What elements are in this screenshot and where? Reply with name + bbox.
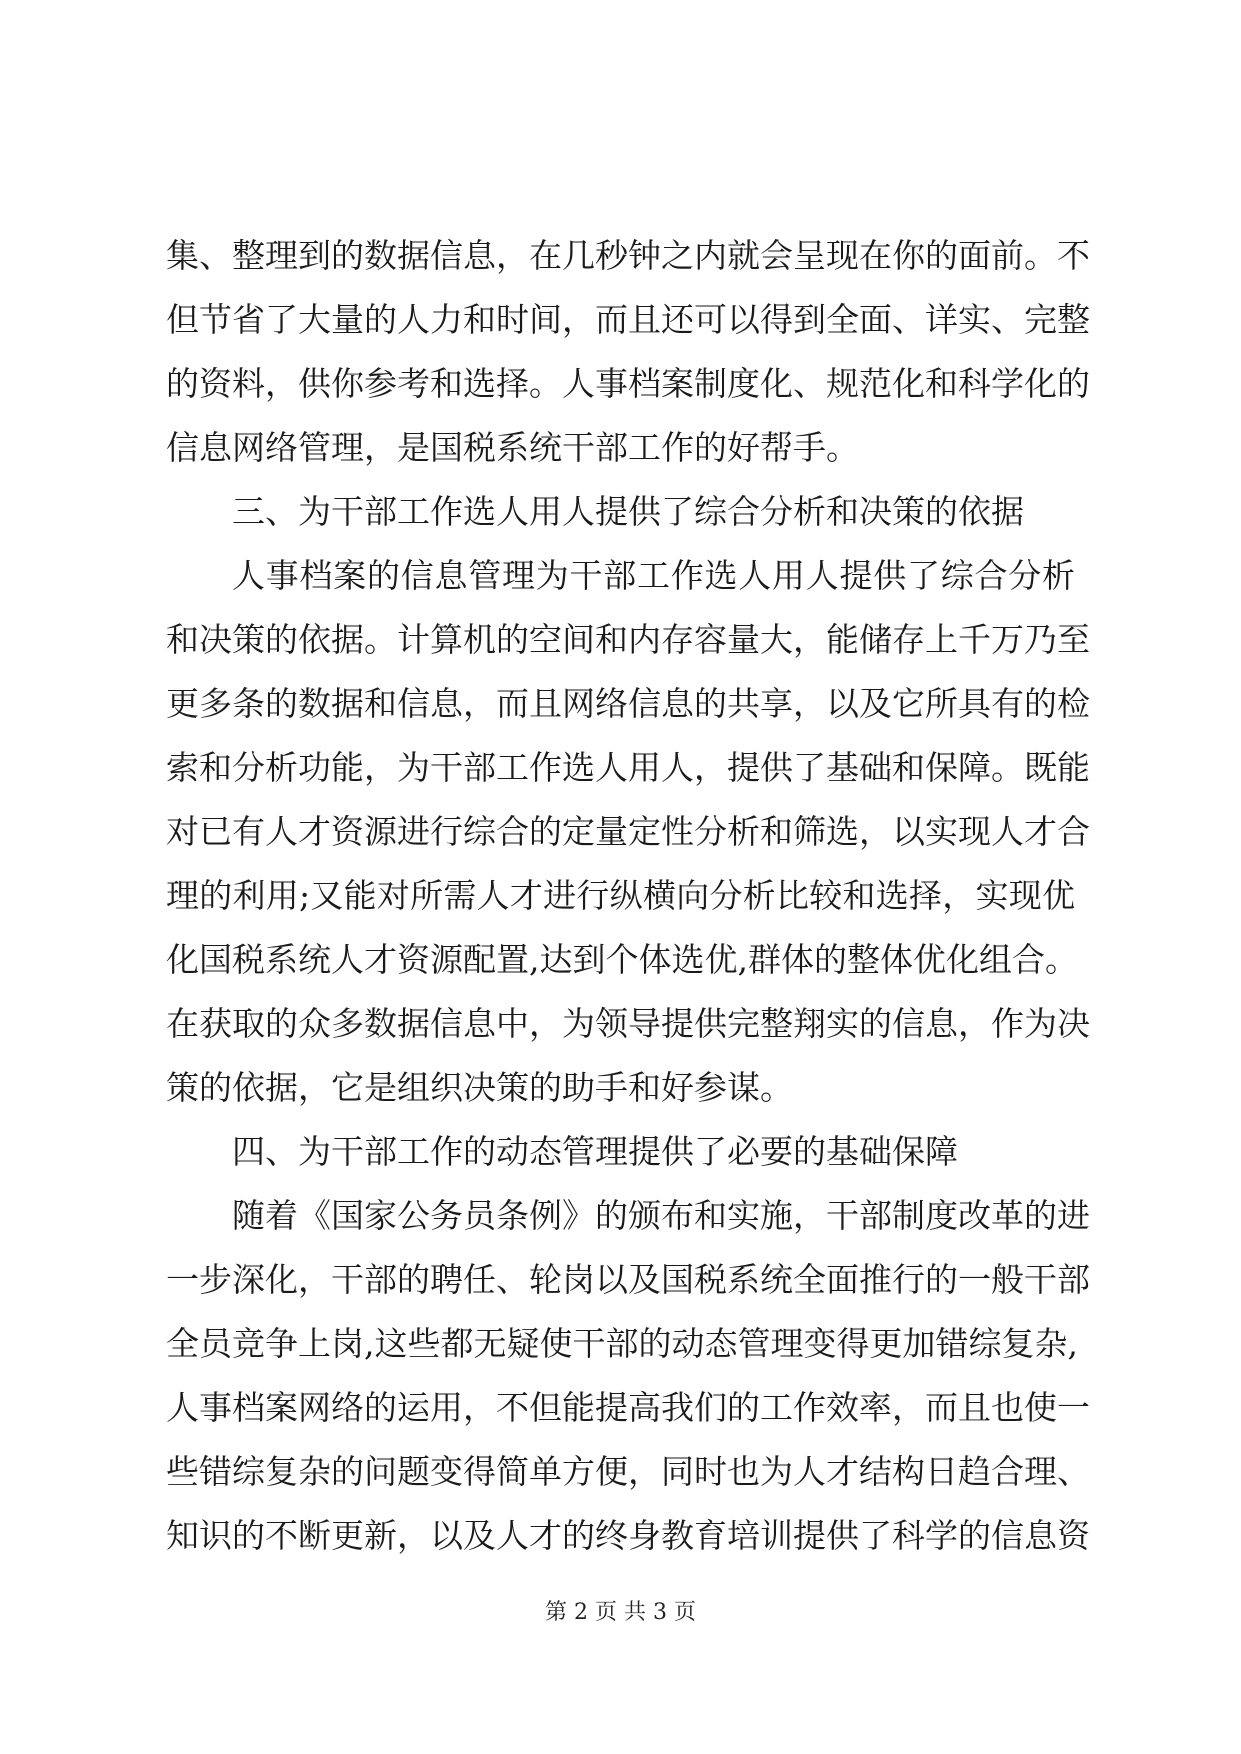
- body-line: 人事档案网络的运用，不但能提高我们的工作效率，而且也使一: [166, 1388, 1090, 1427]
- body-line: 信息网络管理，是国税系统干部工作的好帮手。: [166, 428, 859, 467]
- body-line: 在获取的众多数据信息中，为领导提供完整翔实的信息，作为决: [166, 1004, 1090, 1043]
- document-body: [166, 224, 1090, 1568]
- body-line: 集、整理到的数据信息，在几秒钟之内就会呈现在你的面前。不: [166, 236, 1090, 275]
- body-line: 理的利用;又能对所需人才进行纵横向分析比较和选择，实现优: [166, 876, 1075, 915]
- body-line: 化国税系统人才资源配置,达到个体选优,群体的整体优化组合。: [166, 940, 1078, 979]
- body-line: 更多条的数据和信息，而且网络信息的共享，以及它所具有的检: [166, 684, 1090, 723]
- body-line: 的资料，供你参考和选择。人事档案制度化、规范化和科学化的: [166, 364, 1090, 403]
- body-line: 对已有人才资源进行综合的定量定性分析和筛选，以实现人才合: [166, 812, 1090, 851]
- page-number-label: 第 2 页 共 3 页: [545, 1600, 696, 1625]
- section-heading: 四、为干部工作的动态管理提供了必要的基础保障: [232, 1132, 958, 1171]
- body-line: 和决策的依据。计算机的空间和内存容量大，能储存上千万乃至: [166, 620, 1090, 659]
- body-line: 但节省了大量的人力和时间，而且还可以得到全面、详实、完整: [166, 300, 1090, 339]
- page-footer: [0, 1598, 1241, 1628]
- section-heading: 三、为干部工作选人用人提供了综合分析和决策的依据: [232, 492, 1024, 531]
- paragraph-first-line: 人事档案的信息管理为干部工作选人用人提供了综合分析: [232, 556, 1075, 595]
- body-line: 全员竞争上岗,这些都无疑使干部的动态管理变得更加错综复杂,: [166, 1324, 1078, 1363]
- body-line: 知识的不断更新，以及人才的终身教育培训提供了科学的信息资: [166, 1516, 1090, 1555]
- body-line: 索和分析功能，为干部工作选人用人，提供了基础和保障。既能: [166, 748, 1090, 787]
- paragraph-first-line: 随着《国家公务员条例》的颁布和实施，干部制度改革的进: [232, 1196, 1090, 1235]
- body-line: 一步深化，干部的聘任、轮岗以及国税系统全面推行的一般干部: [166, 1260, 1090, 1299]
- body-line: 些错综复杂的问题变得简单方便，同时也为人才结构日趋合理、: [166, 1452, 1090, 1491]
- body-line: 策的依据，它是组织决策的助手和好参谋。: [166, 1068, 793, 1107]
